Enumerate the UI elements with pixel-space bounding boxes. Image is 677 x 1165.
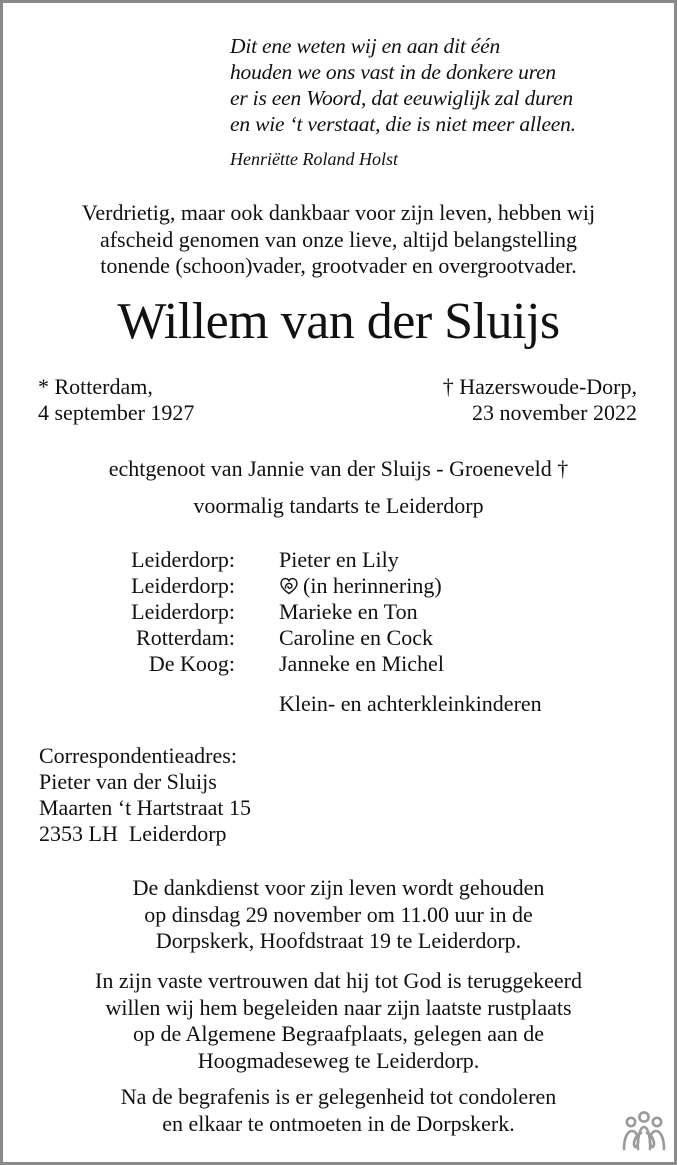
family-place: Leiderdorp: — [131, 599, 235, 624]
family-names-text: (in herinnering) — [303, 573, 442, 598]
family-names: Pieter en Lily — [279, 547, 399, 572]
heart-icon — [279, 576, 299, 596]
service-line: op dinsdag 29 november om 11.00 uur in de — [144, 901, 533, 927]
family-place: Leiderdorp: — [131, 573, 235, 598]
people-icon — [621, 1111, 667, 1155]
family-place: Leiderdorp: — [131, 547, 235, 572]
correspondence-label: Correspondentieadres: — [39, 743, 237, 768]
family-names-with-icon — [279, 573, 442, 599]
poem-line: houden we ons vast in de donkere uren — [230, 60, 556, 84]
grandchildren: Klein- en achterkleinkinderen — [279, 691, 542, 716]
service-line: De dankdienst voor zijn leven wordt gehouden — [132, 875, 545, 900]
birth-info — [38, 374, 194, 426]
family-row — [3, 651, 674, 677]
spouse-text — [3, 456, 674, 483]
poem-line: er is een Woord, dat eeuwiglijk zal duren — [230, 86, 573, 110]
family-row — [3, 625, 674, 651]
burial-line: Hoogmadeseweg te Leiderdorp. — [197, 1047, 480, 1073]
intro-line: Verdrietig, maar ook dankbaar voor zijn leven, hebben wij — [81, 200, 596, 225]
occupation-text — [3, 493, 674, 520]
family-place: De Koog: — [148, 651, 235, 676]
burial-line: willen wij hem begeleiden naar zijn laatste rustplaats — [105, 994, 572, 1020]
family-row — [3, 599, 674, 625]
family-names: Janneke en Michel — [279, 651, 444, 676]
family-row — [3, 547, 674, 573]
service-info — [3, 875, 674, 955]
poem-author: Henriëtte Roland Holst — [230, 149, 398, 169]
deceased-name: Willem van der Sluijs — [117, 293, 560, 350]
family-row — [3, 573, 674, 599]
burial-line: op de Algemene Begraafplaats, gelegen aan de — [132, 1021, 545, 1046]
birth-place: * Rotterdam, — [38, 374, 153, 399]
burial-line: In zijn vaste vertrouwen dat hij tot God is teruggekeerd — [95, 968, 582, 993]
death-info — [443, 374, 637, 426]
poem-line: Dit ene weten wij en aan dit één — [230, 34, 501, 58]
family-names: Marieke en Ton — [279, 599, 418, 624]
condolence-line: Na de begrafenis is er gelegenheid tot condoleren — [120, 1084, 557, 1109]
death-place: † Hazerswoude-Dorp, — [442, 374, 637, 399]
correspondence-name: Pieter van der Sluijs — [39, 769, 217, 794]
intro-text — [3, 200, 674, 280]
correspondence-address — [39, 743, 251, 847]
poem-line: en wie ‘t verstaat, die is niet meer alleen. — [230, 112, 576, 136]
occupation-line: voormalig tandarts te Leiderdorp — [193, 493, 484, 518]
family-names: Caroline en Cock — [279, 625, 433, 650]
correspondence-street: Maarten ‘t Hartstraat 15 — [39, 795, 251, 820]
death-date: 23 november 2022 — [472, 400, 637, 425]
condolence-line: en elkaar te ontmoeten in de Dorpskerk. — [162, 1110, 515, 1136]
service-line: Dorpskerk, Hoofdstraat 19 te Leiderdorp. — [155, 928, 522, 953]
family-place: Rotterdam: — [136, 625, 235, 650]
intro-line: afscheid genomen van onze lieve, altijd belangstelling — [99, 226, 578, 252]
correspondence-postal-city: 2353 LH Leiderdorp — [39, 821, 227, 846]
condolence-info — [3, 1084, 674, 1137]
birth-date: 4 september 1927 — [38, 400, 195, 425]
family-list — [3, 547, 674, 677]
burial-info — [3, 968, 674, 1074]
spouse-line: echtgenoot van Jannie van der Sluijs - Groeneveld † — [108, 456, 569, 481]
intro-line: tonende (schoon)vader, grootvader en overgrootvader. — [100, 253, 577, 278]
poem — [230, 33, 576, 137]
